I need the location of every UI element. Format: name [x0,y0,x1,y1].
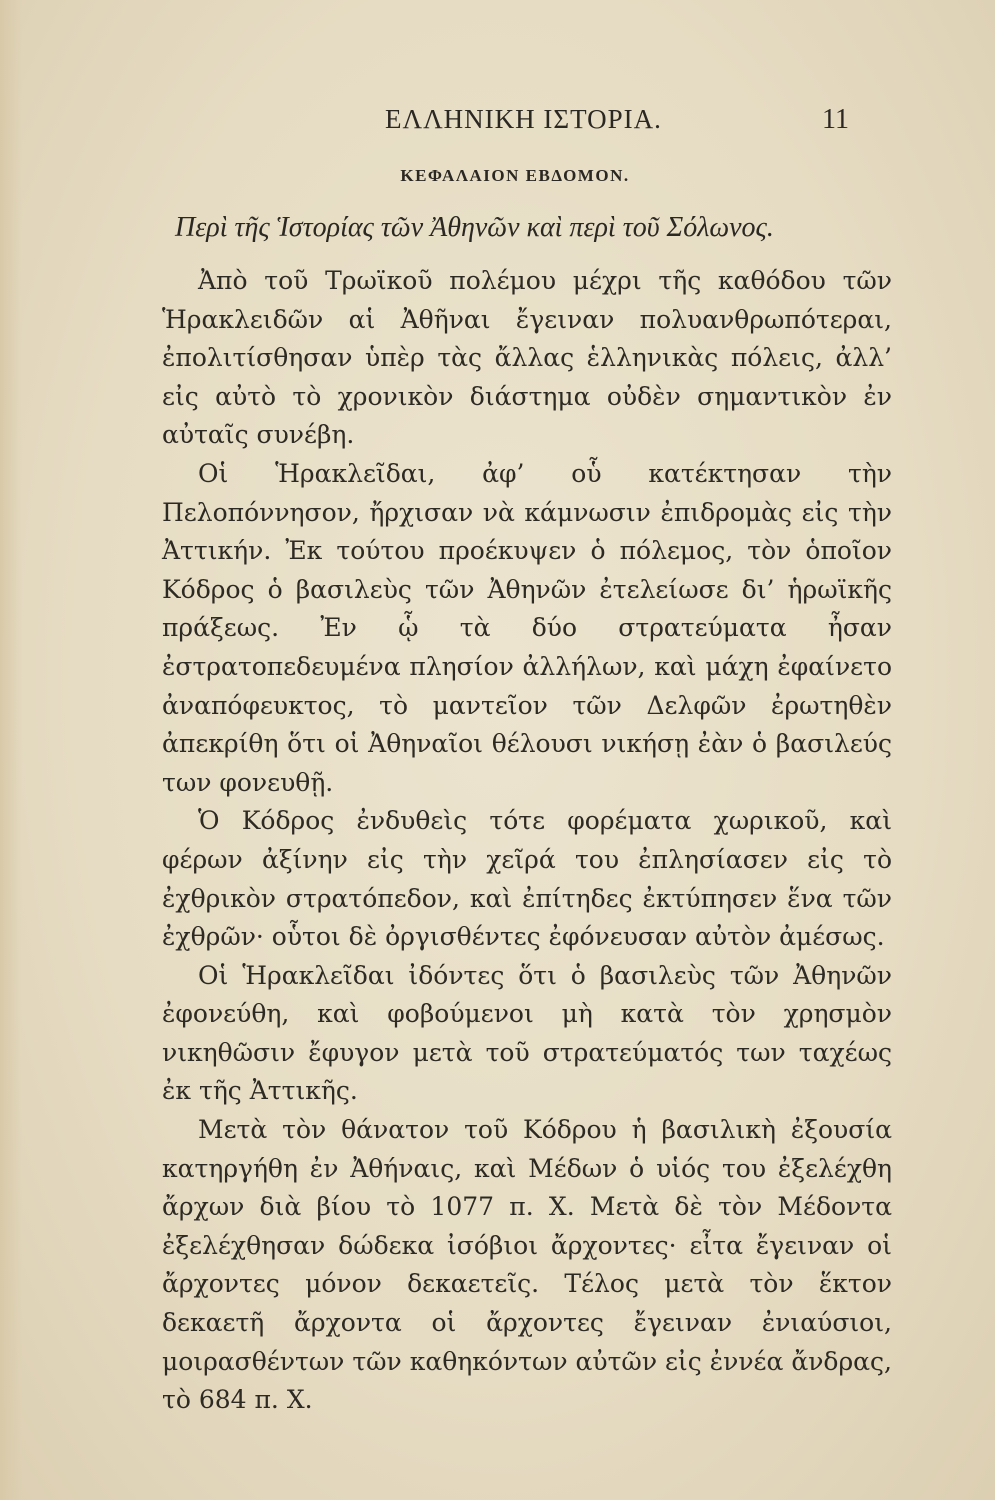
paragraph: Ὁ Κόδρος ἐνδυθεὶς τότε φορέματα χωρικοῦ, καὶ φέρων ἀξίνην εἰς τὴν χεῖρά του ἐπλησίασεν εἰς τὸ ἐχθρικὸν στρατόπεδον, καὶ ἐπίτηδες ἐκτύπησεν ἕνα τῶν ἐχθρῶν· οὗτοι δὲ ὀργισθέντες ἐφόνευσαν αὐτὸν ἀμέσως. [162,806,892,952]
paragraph: Οἱ Ἡρακλεῖδαι, ἀφ’ οὗ κατέκτησαν τὴν Πελοπόννησον, ἤρχισαν νὰ κάμνωσιν ἐπιδρομὰς εἰς τὴν Ἀττικήν. Ἐκ τούτου προέκυψεν ὁ πόλεμος, τὸν ὁποῖον Κόδρος ὁ βασιλεὺς τῶν Ἀθηνῶν ἐτελείωσε δι’ ἡρωϊκῆς πράξεως. Ἐν ᾧ τὰ δύο στρατεύματα ἦσαν ἐστρατοπεδευμένα πλησίον ἀλλήλων, καὶ μάχη ἐφαίνετο ἀναπόφευκτος, τὸ μαντεῖον τῶν Δελφῶν ἐρωτηθὲν ἀπεκρίθη ὅτι οἱ Ἀθηναῖοι θέλουσι νικήσῃ ἐὰν ὁ βασιλεύς των φονευθῇ. [162,458,892,797]
paragraph: Μετὰ τὸν θάνατον τοῦ Κόδρου ἡ βασιλικὴ ἐξουσία κατηργήθη ἐν Ἀθήναις, καὶ Μέδων ὁ υἱός του ἐξελέχθη ἄρχων διὰ βίου τὸ 1077 π. Χ. Μετὰ δὲ τὸν Μέδοντα ἐξελέχθησαν δώδεκα ἰσόβιοι ἄρχοντες· εἶτα ἔγειναν οἱ ἄρχοντες μόνον δεκαετεῖς. Τέλος μετὰ τὸν ἕκτον δεκαετῆ ἄρχοντα οἱ ἄρχοντες ἔγειναν ἐνιαύσιοι, μοιρασθέντων τῶν καθηκόντων αὐτῶν εἰς ἐννέα ἄνδρας, τὸ 684 π. Χ. [162,1115,892,1415]
chapter-heading: ΚΕΦΑΛΑΙΟΝ ΕΒΔΟΜΟΝ. [400,166,630,185]
paragraph: Ἀπὸ τοῦ Τρωϊκοῦ πολέμου μέχρι τῆς καθόδου τῶν Ἡρακλειδῶν αἱ Ἀθῆναι ἔγειναν πολυανθρωπότεραι, ἐπολιτίσθησαν ὑπὲρ τὰς ἄλλας ἑλληνικὰς πόλεις, ἀλλ’ εἰς αὐτὸ τὸ χρονικὸν διάστημα οὐδὲν σημαντικὸν ἐν αὐταῖς συνέβη. [162,266,892,450]
running-head [0,104,995,144]
chapter-subtitle: Περὶ τῆς Ἱστορίας τῶν Ἀθηνῶν καὶ περὶ τοῦ Σόλωνος. [175,212,774,243]
body-text [162,262,892,1420]
paragraph: Οἱ Ἡρακλεῖδαι ἰδόντες ὅτι ὁ βασιλεὺς τῶν Ἀθηνῶν ἐφονεύθη, καὶ φοβούμενοι μὴ κατὰ τὸν χρησμὸν νικηθῶσιν ἔφυγον μετὰ τοῦ στρατεύματός των ταχέως ἐκ τῆς Ἀττικῆς. [162,960,892,1106]
running-title: ΕΛΛΗΝΙΚΗ ΙΣΤΟΡΙΑ. [385,104,662,134]
page-number: 11 [822,104,849,135]
